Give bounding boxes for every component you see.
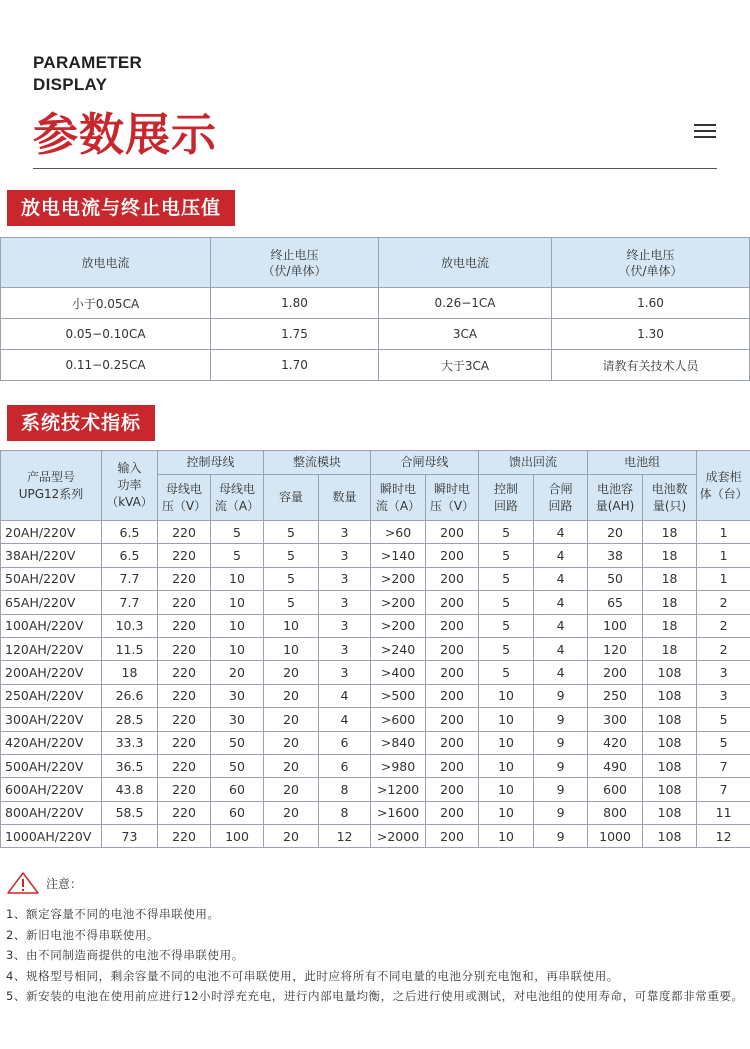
table-cell: 3 [319, 544, 371, 567]
table-cell: 4 [534, 567, 588, 590]
model-cell: 50AH/220V [1, 567, 102, 590]
table-cell: 3 [319, 567, 371, 590]
header-cell: 电池数 量(只) [643, 475, 697, 521]
table-cell: 220 [158, 754, 211, 777]
table-cell: 5 [479, 661, 534, 684]
table-cell: 9 [534, 825, 588, 848]
table-cell: >600 [371, 708, 426, 731]
table-cell: 200 [426, 778, 479, 801]
hamburger-icon[interactable] [694, 124, 716, 138]
table-row [1, 288, 750, 319]
table-cell: 18 [643, 544, 697, 567]
table-cell: 9 [534, 684, 588, 707]
model-cell: 20AH/220V [1, 521, 102, 544]
table-cell: 5 [264, 521, 319, 544]
table-cell: 7.7 [102, 567, 158, 590]
model-cell: 1000AH/220V [1, 825, 102, 848]
table-cell: 58.5 [102, 801, 158, 824]
page-title: 参数展示 [33, 108, 218, 161]
table-cell: 8 [319, 801, 371, 824]
table-cell: 43.8 [102, 778, 158, 801]
table-cell: 3 [319, 661, 371, 684]
table-cell: 11.5 [102, 637, 158, 660]
table-cell: 20 [264, 778, 319, 801]
table-cell: 3 [319, 637, 371, 660]
table-cell: 2 [697, 591, 750, 614]
model-cell: 800AH/220V [1, 801, 102, 824]
table-cell: 10 [211, 614, 264, 637]
table-cell: 18 [643, 521, 697, 544]
table-cell: 100 [211, 825, 264, 848]
table-cell: 20 [264, 825, 319, 848]
table-cell: 108 [643, 708, 697, 731]
header-cell: 电池容 量(AH) [588, 475, 643, 521]
table-cell: 200 [426, 708, 479, 731]
header-cell: 控制母线 [158, 451, 264, 475]
header-cell: 放电电流 [379, 238, 552, 288]
table-cell: 10 [479, 825, 534, 848]
table-cell: 200 [426, 637, 479, 660]
table-cell: 5 [479, 614, 534, 637]
table-row [1, 684, 750, 707]
table-cell: >60 [371, 521, 426, 544]
header-cell: 馈出回流 [479, 451, 588, 475]
table-cell: 50 [211, 754, 264, 777]
table-row [1, 778, 750, 801]
table-cell: 10 [479, 684, 534, 707]
table-cell: 4 [534, 591, 588, 614]
table-cell: 65 [588, 591, 643, 614]
table-cell: 9 [534, 708, 588, 731]
table-cell: 220 [158, 684, 211, 707]
table-cell: 220 [158, 731, 211, 754]
table-cell: 18 [643, 567, 697, 590]
table-cell: 4 [534, 521, 588, 544]
table-cell: >200 [371, 591, 426, 614]
table-cell: 30 [211, 684, 264, 707]
table-cell: 4 [319, 684, 371, 707]
table-cell: 1000 [588, 825, 643, 848]
table-cell: 1.75 [211, 319, 379, 350]
table-cell: 50 [588, 567, 643, 590]
table-cell: 220 [158, 544, 211, 567]
table-cell: 3CA [379, 319, 552, 350]
table-cell: 1 [697, 567, 750, 590]
note-item: 1、额定容量不同的电池不得串联使用。 [6, 907, 220, 921]
table-cell: 1.70 [211, 350, 379, 381]
discharge-voltage-table [0, 237, 750, 381]
note-item: 4、规格型号相同，剩余容量不同的电池不可串联使用，此时应将所有不同电量的电池分别充电饱和，再串联使用。 [6, 968, 619, 983]
table-cell: >980 [371, 754, 426, 777]
table-cell: 3 [319, 521, 371, 544]
table-cell: 120 [588, 637, 643, 660]
table-cell: 20 [264, 801, 319, 824]
header-english-title: PARAMETER DISPLAY [33, 53, 143, 94]
table-cell: >2000 [371, 825, 426, 848]
table-cell: 36.5 [102, 754, 158, 777]
table-row [1, 637, 750, 660]
table-row [1, 708, 750, 731]
table-cell: 10 [479, 708, 534, 731]
table-cell: 26.6 [102, 684, 158, 707]
table-cell: 5 [264, 544, 319, 567]
table-cell: 200 [426, 614, 479, 637]
table-cell: 220 [158, 521, 211, 544]
notes-header [6, 870, 750, 896]
table-cell: 33.3 [102, 731, 158, 754]
table-cell: 200 [426, 661, 479, 684]
table-cell: 小于0.05CA [1, 288, 211, 319]
table-cell: 9 [534, 778, 588, 801]
table-cell: 108 [643, 661, 697, 684]
table-cell: >1600 [371, 801, 426, 824]
header-cell: 输入 功率 （kVA） [102, 451, 158, 521]
table-cell: 220 [158, 591, 211, 614]
table-row [1, 731, 750, 754]
section-title-discharge: 放电电流与终止电压值 [7, 190, 235, 226]
header-cell: 产品型号 UPG12系列 [1, 451, 102, 521]
table-cell: 200 [426, 567, 479, 590]
table-cell: 200 [426, 544, 479, 567]
table-cell: 10 [479, 801, 534, 824]
table-cell: 6 [319, 754, 371, 777]
table-cell: 18 [643, 591, 697, 614]
model-cell: 600AH/220V [1, 778, 102, 801]
table-row [1, 661, 750, 684]
table-cell: 5 [697, 731, 750, 754]
table-cell: 490 [588, 754, 643, 777]
table-cell: >200 [371, 567, 426, 590]
note-item: 3、由不同制造商提供的电池不得串联使用。 [6, 948, 244, 962]
table-row [1, 614, 750, 637]
table-cell: 5 [211, 521, 264, 544]
table-cell: 100 [588, 614, 643, 637]
table-cell: 6.5 [102, 544, 158, 567]
table-cell: 220 [158, 825, 211, 848]
table-cell: 9 [534, 754, 588, 777]
table-cell: 3 [319, 591, 371, 614]
table-cell: 220 [158, 708, 211, 731]
table-cell: 200 [426, 825, 479, 848]
table-cell: 10 [479, 778, 534, 801]
table-cell: 200 [426, 521, 479, 544]
table-cell: 10 [479, 731, 534, 754]
table-cell: 7 [697, 754, 750, 777]
table-cell: 220 [158, 801, 211, 824]
note-item: 2、新旧电池不得串联使用。 [6, 927, 160, 942]
table-header-row [1, 451, 750, 475]
model-cell: 200AH/220V [1, 661, 102, 684]
table-cell: 20 [588, 521, 643, 544]
table-cell: >200 [371, 614, 426, 637]
table-cell: 10 [211, 591, 264, 614]
table-cell: 200 [426, 754, 479, 777]
table-cell: 20 [264, 731, 319, 754]
table-cell: 20 [264, 708, 319, 731]
table-cell: 5 [479, 521, 534, 544]
model-cell: 65AH/220V [1, 591, 102, 614]
table-header-row [1, 238, 750, 288]
table-cell: 5 [264, 567, 319, 590]
table-cell: 420 [588, 731, 643, 754]
table-cell: 8 [319, 778, 371, 801]
table-cell: 4 [319, 708, 371, 731]
header-cell: 合闸母线 [371, 451, 479, 475]
table-cell: 5 [211, 544, 264, 567]
table-cell: 250 [588, 684, 643, 707]
model-cell: 250AH/220V [1, 684, 102, 707]
table-cell: 请教有关技术人员 [552, 350, 750, 381]
table-cell: 18 [102, 661, 158, 684]
table-cell: 1 [697, 521, 750, 544]
table-cell: 300 [588, 708, 643, 731]
system-spec-table-body [1, 521, 750, 848]
table-cell: 600 [588, 778, 643, 801]
section-title-system-specs: 系统技术指标 [7, 405, 155, 441]
header-cell: 终止电压 （伏/单体） [552, 238, 750, 288]
table-cell: 0.05−0.10CA [1, 319, 211, 350]
table-cell: 38 [588, 544, 643, 567]
table-cell: 60 [211, 778, 264, 801]
table-cell: 220 [158, 567, 211, 590]
table-cell: 108 [643, 801, 697, 824]
header-cell: 数量 [319, 475, 371, 521]
table-cell: 220 [158, 614, 211, 637]
header-cell: 合闸 回路 [534, 475, 588, 521]
table-cell: 200 [588, 661, 643, 684]
table-cell: 5 [264, 591, 319, 614]
table-cell: 9 [534, 731, 588, 754]
model-cell: 420AH/220V [1, 731, 102, 754]
table-cell: 108 [643, 778, 697, 801]
table-row [1, 350, 750, 381]
notes-section [6, 870, 750, 1007]
table-cell: 3 [697, 661, 750, 684]
model-cell: 100AH/220V [1, 614, 102, 637]
table-row [1, 319, 750, 350]
table-cell: 1 [697, 544, 750, 567]
table-cell: 20 [211, 661, 264, 684]
table-cell: 20 [264, 661, 319, 684]
table-cell: 4 [534, 614, 588, 637]
table-row [1, 801, 750, 824]
table-cell: 108 [643, 754, 697, 777]
table-cell: 9 [534, 801, 588, 824]
table-cell: >400 [371, 661, 426, 684]
table-cell: 4 [534, 637, 588, 660]
table-cell: 220 [158, 778, 211, 801]
table-cell: 50 [211, 731, 264, 754]
header-cell: 终止电压 （伏/单体） [211, 238, 379, 288]
table-row [1, 567, 750, 590]
table-cell: 73 [102, 825, 158, 848]
notes-label: 注意： [46, 876, 83, 891]
table-cell: 6 [319, 731, 371, 754]
table-cell: 5 [479, 567, 534, 590]
table-cell: 5 [479, 637, 534, 660]
table-cell: 18 [643, 614, 697, 637]
table-cell: 220 [158, 637, 211, 660]
table-cell: 3 [697, 684, 750, 707]
table-cell: 10.3 [102, 614, 158, 637]
header-cell: 瞬时电 压（V） [426, 475, 479, 521]
table-cell: 108 [643, 825, 697, 848]
table-cell: 0.11−0.25CA [1, 350, 211, 381]
table-row [1, 591, 750, 614]
table-cell: 大于3CA [379, 350, 552, 381]
table-cell: 12 [697, 825, 750, 848]
table-cell: 1.60 [552, 288, 750, 319]
warning-icon [6, 871, 40, 895]
header-cell: 母线电 压（V） [158, 475, 211, 521]
table-cell: 10 [211, 567, 264, 590]
table-cell: 5 [479, 591, 534, 614]
table-cell: 200 [426, 801, 479, 824]
table-cell: 60 [211, 801, 264, 824]
table-cell: 20 [264, 754, 319, 777]
header-divider [33, 168, 717, 169]
table-cell: 0.26−1CA [379, 288, 552, 319]
table-cell: 10 [264, 637, 319, 660]
table-cell: 2 [697, 637, 750, 660]
note-item: 5、新安装的电池在使用前应进行12小时浮充充电，进行内部电量均衡，之后进行使用或测试，对电池组的使用寿命，可靠度都非常重要。 [6, 989, 744, 1003]
table-cell: 6.5 [102, 521, 158, 544]
table-cell: 200 [426, 731, 479, 754]
table-cell: 7.7 [102, 591, 158, 614]
table-row [1, 544, 750, 567]
header-cell: 容量 [264, 475, 319, 521]
table-cell: >1200 [371, 778, 426, 801]
model-cell: 300AH/220V [1, 708, 102, 731]
table-cell: 108 [643, 684, 697, 707]
table-row [1, 754, 750, 777]
table-cell: 20 [264, 684, 319, 707]
table-cell: 11 [697, 801, 750, 824]
table-cell: 10 [264, 614, 319, 637]
table-cell: 200 [426, 591, 479, 614]
header-cell: 母线电 流（A） [211, 475, 264, 521]
table-cell: 18 [643, 637, 697, 660]
table-cell: 12 [319, 825, 371, 848]
table-cell: 108 [643, 731, 697, 754]
table-cell: 28.5 [102, 708, 158, 731]
table-cell: 220 [158, 661, 211, 684]
table-cell: >840 [371, 731, 426, 754]
table-cell: 1.80 [211, 288, 379, 319]
table-cell: 5 [697, 708, 750, 731]
table-cell: >140 [371, 544, 426, 567]
model-cell: 120AH/220V [1, 637, 102, 660]
table-cell: 200 [426, 684, 479, 707]
table-row [1, 521, 750, 544]
table-cell: 7 [697, 778, 750, 801]
system-spec-table [0, 450, 750, 848]
header-cell: 电池组 [588, 451, 697, 475]
model-cell: 500AH/220V [1, 754, 102, 777]
header-cell: 瞬时电 流（A） [371, 475, 426, 521]
table-cell: 4 [534, 661, 588, 684]
table-cell: 5 [479, 544, 534, 567]
header-cell: 整流模块 [264, 451, 371, 475]
table-cell: 2 [697, 614, 750, 637]
table-cell: >240 [371, 637, 426, 660]
table-cell: 1.30 [552, 319, 750, 350]
table-cell: 30 [211, 708, 264, 731]
table-cell: 4 [534, 544, 588, 567]
table-cell: 10 [479, 754, 534, 777]
table-cell: >500 [371, 684, 426, 707]
table-row [1, 825, 750, 848]
table-cell: 800 [588, 801, 643, 824]
header-cell: 控制 回路 [479, 475, 534, 521]
table-cell: 3 [319, 614, 371, 637]
model-cell: 38AH/220V [1, 544, 102, 567]
header-cell: 成套柜 体（台） [697, 451, 750, 521]
header-cell: 放电电流 [1, 238, 211, 288]
table-cell: 10 [211, 637, 264, 660]
